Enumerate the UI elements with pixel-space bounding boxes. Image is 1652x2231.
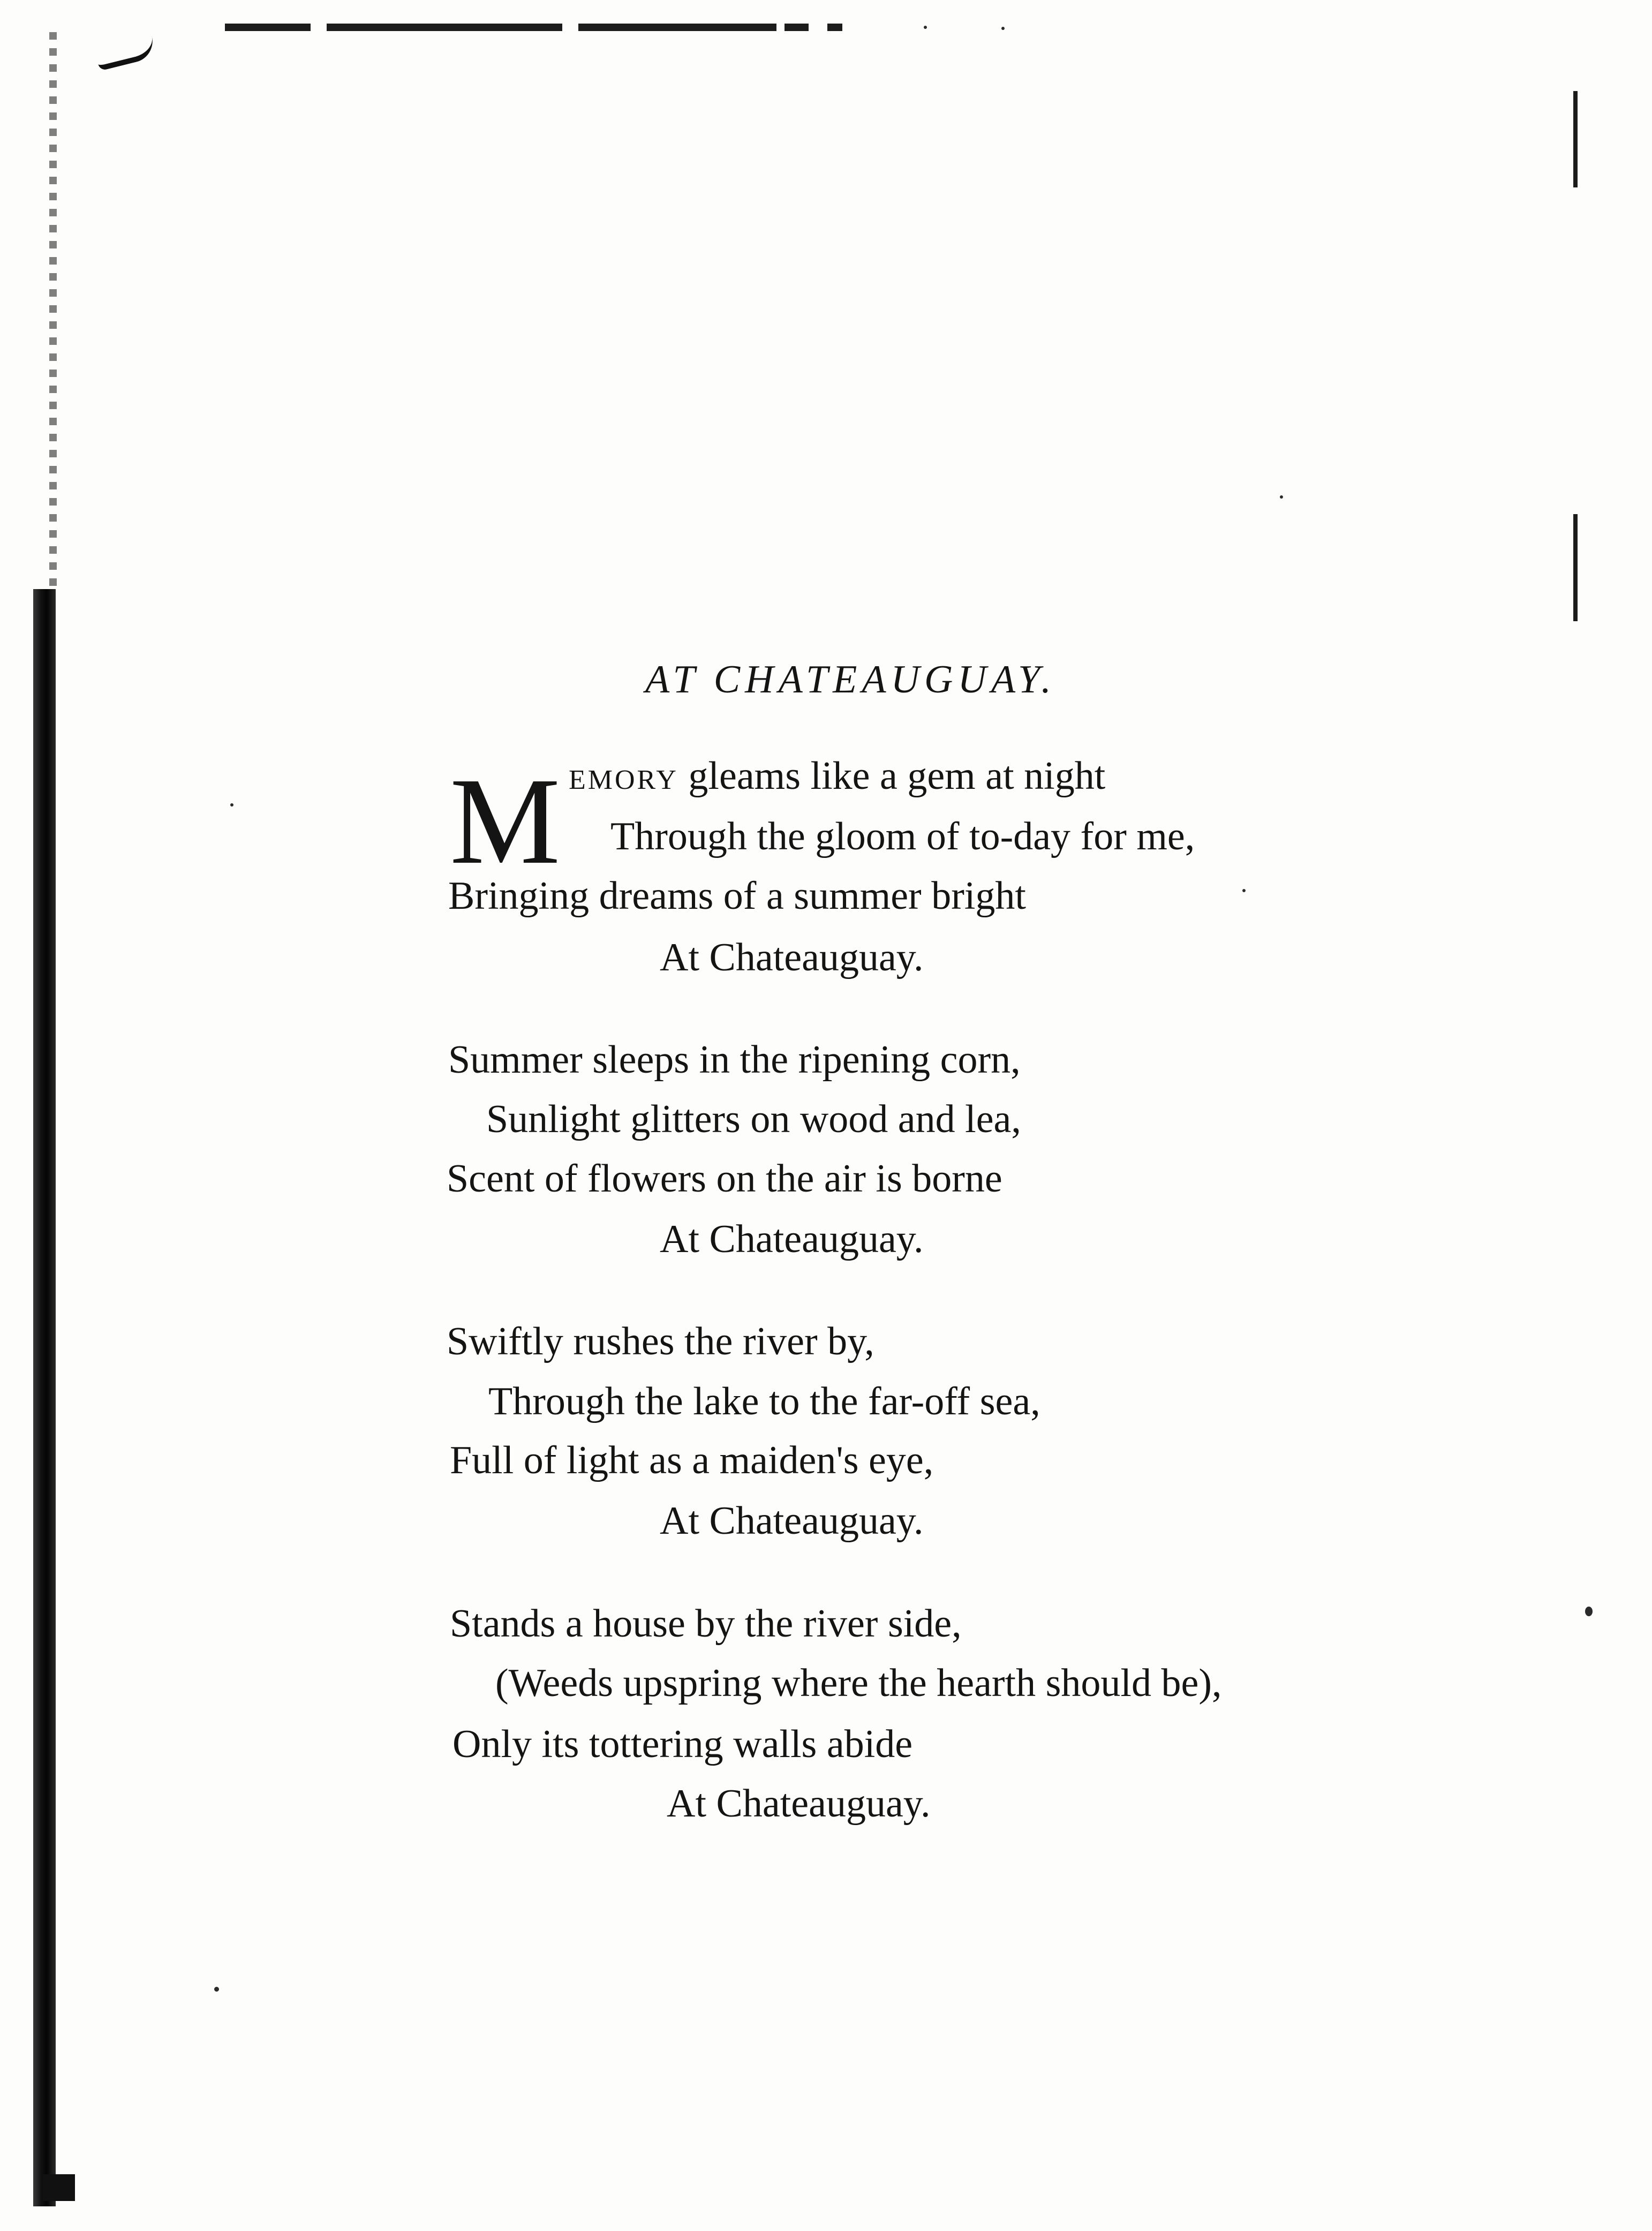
- verse-line: (Weeds upspring where the hearth should be),: [495, 1661, 1222, 1705]
- verse-line: Stands a house by the river side,: [450, 1602, 962, 1646]
- verse-line-text: gleams like a gem at night: [678, 754, 1106, 798]
- verse-refrain: At Chateauguay.: [660, 1217, 924, 1261]
- verse-refrain: At Chateauguay.: [660, 1499, 924, 1543]
- verse-line: Scent of flowers on the air is borne: [447, 1157, 1002, 1201]
- verse-line: Swiftly rushes the river by,: [447, 1320, 874, 1363]
- drop-cap: M: [450, 752, 561, 890]
- verse-line: Full of light as a maiden's eye,: [450, 1438, 934, 1482]
- verse-line: Only its tottering walls abide: [452, 1722, 913, 1766]
- verse-line: [569, 756, 1105, 796]
- poem-title: AT CHATEAUGUAY.: [645, 658, 1056, 702]
- verse-line: Summer sleeps in the ripening corn,: [448, 1038, 1021, 1082]
- verse-refrain: At Chateauguay.: [660, 936, 924, 979]
- verse-line: Bringing dreams of a summer bright: [448, 874, 1026, 918]
- verse-line: Through the gloom of to-day for me,: [610, 815, 1195, 858]
- verse-line: Sunlight glitters on wood and lea,: [486, 1097, 1021, 1141]
- verse-line: Through the lake to the far-off sea,: [488, 1380, 1040, 1423]
- smallcaps-opening: EMORY: [569, 765, 678, 795]
- verse-refrain: At Chateauguay.: [667, 1782, 931, 1826]
